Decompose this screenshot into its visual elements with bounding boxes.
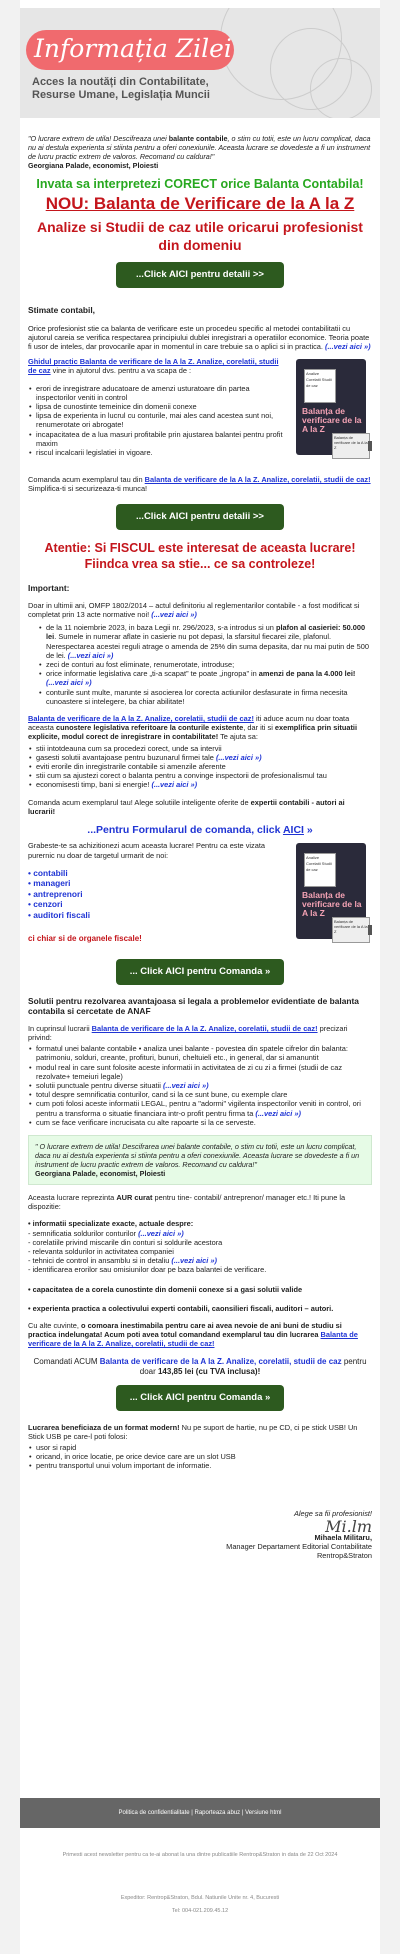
list-item: • lipsa de cunostinte temeinice din domenii conexe [36,402,288,411]
price-text: Comandati ACUM Balanta de verificare de la A la Z. Analize, corelatii, studii de caz pentru doar 143,85 lei (cu TVA inclusa)! [33,1356,367,1376]
sign-company: Rentrop&Straton [316,1551,372,1561]
sign-name: Mihaela Militaru, [314,1533,372,1542]
cover-title: Balanța de verificare de la A la Z [302,890,362,919]
cover-tag: Analize Corelatii Studii de caz [304,853,336,887]
benefit-list [28,744,372,790]
list-item: • de la 11 noiembrie 2023, in baza Legii nr. 296/2023, s-a introdus si un plafon al casieriei: 50.000 lei. Sumele in numerar aflate in casierie nu pot depasi, la sfarsitul fiecarei zile, plafonul. Nerespectarea acestei reguli atrage o amenda de 25% din suma depasita, dar nu mai putin de 500 de lei. (...vezi aici ») [46,623,372,660]
target-item: • contabili [28,867,68,878]
sign-motto: Alege sa fii profesionist! [293,1508,372,1518]
list-item: • oricand, in orice locatie, pe orice device care are un slot USB [36,1452,372,1461]
testimonial-author: Georgiana Palade, economist, Ploiesti [35,1168,166,1178]
newsletter [20,0,380,1954]
cu-alte-text: Cu alte cuvinte, o comoara inestimabila pentru care ai avea nevoie de ani buni de studiu si practica indelungata! Acum poti avea totul comandand exemplarul tau din lucrarea Balanta de verificare de la A la Z. Analize, corelatii, studii de caz! [28,1320,358,1349]
guide-list [28,384,288,458]
footer-phone: Tel: 004-021.209.45.12 [171,1908,229,1914]
list-item: • lipsa de experienta in lucrul cu conturile, mai ales cand acestea sunt noi, renumerotate ori abrogate! [36,411,288,429]
list-item: • economisesti timp, bani si energie! (...vezi aici ») [36,780,372,789]
testimonial: "O lucrare extrem de utila! Descifreaza unei balante contabile, o stim cu totii, este un lucru complicat, daca nu ai destula experienta si stiinta pentru a oferi conexiunile. Aceasta lucrare se dovedeste a fi un instrument de lucru practic extrem de valoros. Recomand cu caldura!" Georgiana Palade, economist, Ploiesti [28,134,371,170]
cover-tag: Analize Corelatii Studii de caz [304,369,336,403]
omfp-text: Doar in ultimii ani, OMFP 1802/2014 – actul definitoriu al reglementarilor contabile - a fost modificat si completat prin 13 acte normative noi! (...vezi aici ») [28,600,360,620]
signature-block [28,1509,372,1561]
aur-list [28,1229,372,1275]
details-button[interactable]: ...Click AICI pentru detalii >> [116,262,284,288]
experienta-text: • experienta practica a colectivului experti contabili, caonsilieri fiscali, auditori – autori. [28,1303,334,1313]
omfp-list [28,623,372,706]
target-list [28,868,288,921]
aur-text: Aceasta lucrare reprezinta AUR curat pentru tine- contabil/ antreprenor/ manager etc.! Iti pune la dispozitie: [28,1192,346,1212]
list-item: • pentru transportul unui volum important de informatie. [36,1461,372,1470]
order-form-link[interactable]: AICI [282,824,304,837]
attention-headline: Atentie: Si FISCUL este interesat de aceasta lucrare! Fiindca vrea sa stie... ce sa controleze! [44,540,356,571]
details-button-2[interactable]: ...Click AICI pentru detalii >> [116,504,284,530]
list-item: • conturile sunt multe, marunte si asocierea lor corecta actiunilor desfasurate in firma necesita cunoastere si intelegere, ba chiar abilitate! [46,688,372,706]
guide-link[interactable]: Ghidul practic Balanta de verificare de la A la Z. Analize, corelatii, studii de caz [28,357,279,376]
list-item: • eviti erorile din inregistrarile contabile si amenzile aferente [36,762,372,771]
list-item: • stii cum sa ajustezi corect o balanta pentru a convinge inspectorii de profesionalismul tau [36,771,372,780]
cuprins-text: In cuprinsul lucrarii Balanta de verificare de la A la Z. Analize, corelatii, studii de caz! precizari privind: [28,1023,348,1042]
list-item: - corelatiile privind miscarile din conturi si soldurile acestora [28,1237,223,1247]
decor-circle [310,58,372,118]
targets-section [28,841,372,951]
vezi-aici-link[interactable]: (...vezi aici ») [162,1080,209,1090]
usb-card: Balanța de verificare de la A la Z [332,917,370,943]
product-link[interactable]: Balanta de verificare de la A la Z. Analize, corelatii, studii de caz! [28,1330,358,1349]
vezi-aici-link[interactable]: (...vezi aici ») [171,1256,217,1266]
order-text-2: Comanda acum exemplarul tau! Alege solutiile inteligente oferite de expertii contabili - autori ai lucrarii! [28,797,345,816]
sign-role: Manager Departament Editorial Contabilitate [226,1542,372,1552]
aur-heading: • informatii specializate exacte, actuale despre: [28,1219,194,1229]
list-item: • modul real in care sunt folosite aceste informatii in activitatea de zi cu zi a firmei (studii de caz rezolvate+ temeiuri legale) [36,1063,372,1081]
list-item: • solutii punctuale pentru diverse situatii (...vezi aici ») [36,1081,372,1090]
list-item: • erori de inregistrare aducatoare de amenzi usturatoare din partea inspectorilor veniti in control [36,384,288,402]
vezi-aici-link[interactable]: (...vezi aici ») [67,650,114,660]
html-version-link[interactable]: Versiune html [245,1810,282,1816]
product-image [294,841,372,951]
target-item: • auditori fiscali [28,909,91,920]
header-title: Informația Zilei [34,34,232,63]
privacy-link[interactable]: Politica de confidentialitate [118,1810,190,1816]
important-label: Important: [28,582,70,593]
vezi-aici-link[interactable]: (...vezi aici ») [151,780,198,790]
red-note: ci chiar si de organele fiscale! [28,934,142,944]
target-item: • manageri [28,878,71,889]
content [20,134,380,1561]
list-item: • cum poti folosi aceste informatii LEGAL, pentru a "adormi" vigilenta inspectorilor veniti in control, ori pentru a transforma o situatie financiara intr-o profit pentru firma ta (...vezi aici ») [36,1099,372,1117]
signature-scribble: Mi.lm [325,1516,372,1536]
vezi-aici-link[interactable]: (...vezi aici ») [255,1108,301,1118]
report-abuse-link[interactable]: Raporteaza abuz [194,1810,241,1816]
order-form-headline: ...Pentru Formularul de comanda, click AICI » [87,824,313,837]
vezi-aici-link[interactable]: (...vezi aici ») [151,610,197,620]
list-item: - relevanta soldurilor in activitatea companiei [28,1246,174,1256]
list-item: • totul despre semnificatia conturilor, cand si la ce sunt bune, cu exemple clare [36,1090,372,1099]
header-banner [20,8,380,118]
product-link[interactable]: Balanta de verificare de la A la Z. Analize, corelatii, studii de caz! [28,714,254,724]
list-item: - tehnici de control in ansamblu si in detaliu (...vezi aici ») [28,1256,217,1266]
benefit-text: Balanta de verificare de la A la Z. Analize, corelatii, studii de caz! iti aduce acum nu doar toata aceasta cunostere legislativa referitoare la conturile existente, dar iti si exemplifica prin situatii explicite, modul corect de inregistrare in contabilitate! Te ajuta sa: [28,714,358,742]
product-link[interactable]: Balanta de verificare de la A la Z. Analize, corelatii, studii de caz! [144,475,371,485]
list-item: • incapacitatea de a lua masuri profitabile prin ajustarea balantei pentru profit maxim [36,430,288,448]
target-item: • cenzori [28,899,63,910]
header-subtitle: Acces la noutăți din Contabilitate, Resurse Umane, Legislația Muncii [32,76,210,101]
footer-bar: Politica de confidentialitate | Raporteaza abuz | Versiune html [20,1798,380,1828]
headline-green: Invata sa interpretezi CORECT orice Balanta Contabila! [36,177,364,191]
order-button-2[interactable]: ... Click AICI pentru Comanda » [116,1385,284,1411]
testimonial-author: Georgiana Palade, economist, Ploiesti [28,161,159,170]
usb-icon [368,441,372,451]
list-item: • gasesti solutii avantajoase pentru buzunarul firmei tale (...vezi aici ») [36,753,372,762]
guide-section: Ghidul practic Balanta de verificare de la A la Z. Analize, corelatii, studii de caz vine in ajutorul dvs. pentru a va scapa de : • erori de inregistrare aducatoare de amenzi usturatoare din partea inspectorilor veniti in control • lipsa de cunostinte temeinice din domenii conexe • lipsa de experienta in lucrul cu conturile, mai ales cand acestea sunt noi, renumerotate ori abrogate! • incapacitatea de a lua masuri profitabile prin ajustarea balantei pentru profit maxim • riscul incalcarii legislatiei in vigoare. Analize Corelatii Studii de caz Balanța de verificare de la A la Z Balanța de verificare de la A la Z [28,357,372,467]
solutions-heading: Solutii pentru rezolvarea avantajoasa si legala a problemelor evidentiate de balanta contabila si cercetate de ANAF [28,996,359,1016]
list-item: • orice informatie legislativa care „ti-a scapat” te poate „ingropa” in amenzi de pana la 4.000 lei! (...vezi aici ») [46,669,372,687]
footer-note: Primesti acest newsletter pentru ca te-ai abonat la una dintre publicatiile Rentrop&Straton in data de 22 Oct 2024 [62,1852,338,1858]
capacitate-text: • capacitatea de a corela cunostinte din domenii conexe si a gasi solutii valide [28,1284,303,1294]
product-link[interactable]: Balanta de verificare de la A la Z. Analize, corelatii, studii de caz! [91,1023,318,1033]
grabeste-text: Grabeste-te sa achizitionezi acum aceasta lucrare! Pentru ca este vizata purernic nu doar de targetul urmarit de noi: [28,841,266,860]
format-list [28,1443,372,1471]
footer-address: Expeditor: Rentrop&Straton, Bdul. Natiunile Unite nr. 4, Bucuresti [120,1895,280,1901]
order-text: Comanda acum exemplarul tau din Balanta de verificare de la A la Z. Analize, corelatii, studii de caz! Simplifica-ti si securizeaza-ti munca! [28,475,371,494]
intro-text: Orice profesionist stie ca balanta de verificare este un procedeu specific al metodei contabilitatii cu ajutorul careia se verifica respectarea principiului dublei inregistrari a operatiilor economice. Teoria poate fi usor de inteles, dar provocarile apar in momentul in care trebuie sa o aplici si in practica. (...vezi aici ») [28,323,371,352]
list-item: - identificarea erorilor sau omisiunilor doar pe baza balantei de verificare. [28,1265,267,1275]
headline-analysis: Analize si Studii de caz utile oricarui profesionist din domeniu [37,219,363,254]
product-link[interactable]: Balanta de verificare de la A la Z. Analize, corelatii, studii de caz [99,1356,342,1366]
list-item: • usor si rapid [36,1443,372,1452]
usb-icon [368,925,372,935]
greeting: Stimate contabil, [28,305,96,316]
vezi-aici-link[interactable]: (...vezi aici ») [138,1228,184,1238]
list-item: • formatul unei balante contabile • analiza unei balante - povestea din spatele cifrelor din balanta: patrimoniu, solduri, creante, profituri, bunuri, cheltuieli etc., in general, dar si amanuntit [36,1044,372,1062]
list-item: • cum se face verificare incrucisata cu alte rapoarte si la ce serveste. [36,1118,372,1127]
list-item: • riscul incalcarii legislatiei in vigoare. [36,448,288,457]
target-item: • antreprenori [28,888,83,899]
list-item: • zeci de conturi au fost eliminate, renumerotate, introduse; [46,660,372,669]
list-item: - semnificatia soldurilor conturilor (...vezi aici ») [28,1228,184,1238]
order-button[interactable]: ... Click AICI pentru Comanda » [116,959,284,985]
cuprins-list [28,1044,372,1127]
cover-title: Balanța de verificare de la A la Z [302,406,362,435]
list-item: • stii intotdeauna cum sa procedezi corect, unde sa intervii [36,744,372,753]
testimonial-box: " O lucrare extrem de utila! Descifrarea unei balante contabile, o stim cu totii, este un lucru complicat, daca nu ai destula experienta si stiinta pentru a oferi conexiunile. Aceasta lucrare se dovedeste a fi un instrument de lucru practic extrem de valoros. Recomand cu caldura!" Georgiana Palade, economist, Ploiesti [28,1135,372,1185]
vezi-aici-link[interactable]: (...vezi aici ») [215,752,262,762]
headline-product: NOU: Balanta de Verificare de la A la Z [45,194,355,214]
usb-card: Balanța de verificare de la A la Z [332,433,370,459]
format-text: Lucrarea beneficiaza de un format modern! Nu pe suport de hartie, nu pe CD, ci pe stick USB! Un Stick USB pe care-l poti folosi: [28,1422,358,1441]
vezi-aici-link[interactable]: (...vezi aici ») [46,678,92,688]
product-image [294,357,372,467]
vezi-aici-link[interactable]: (...vezi aici ») [325,342,371,352]
